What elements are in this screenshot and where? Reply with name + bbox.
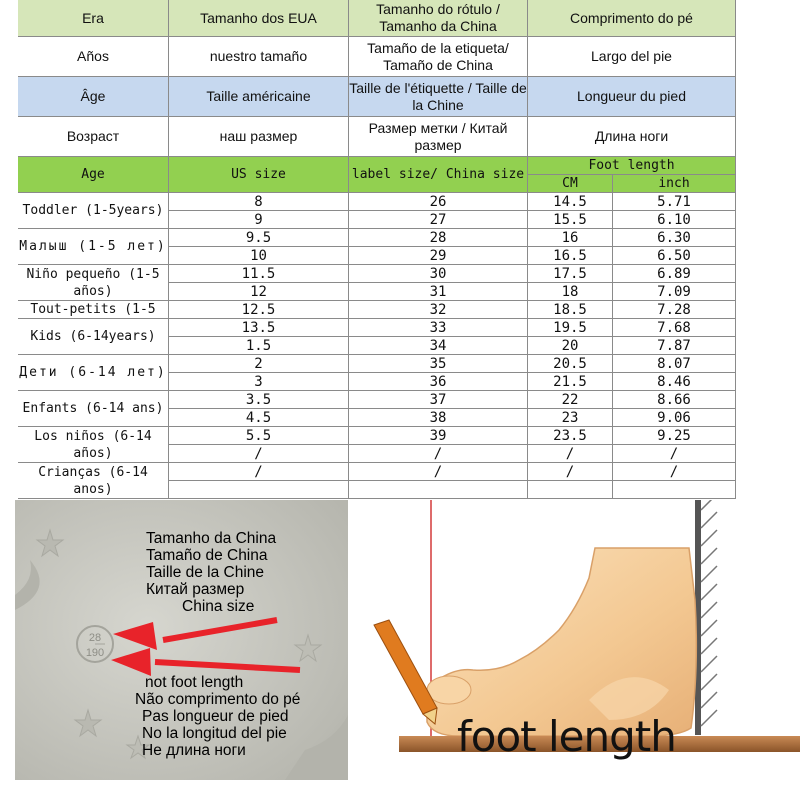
inch-cell: 7.09: [613, 283, 736, 301]
header-foot-length-ru: Длина ноги: [528, 117, 736, 157]
china-size-cell: 38: [349, 409, 528, 427]
age-group-cell: Малыш (1-5 лет): [18, 229, 169, 265]
header-age-fr: Âge: [18, 77, 169, 117]
stamp-bottom-number: 190: [85, 647, 105, 659]
stamp-top-number: 28: [88, 632, 102, 644]
us-size-cell: 11.5: [169, 265, 349, 283]
us-size-cell: 3: [169, 373, 349, 391]
china-size-cell: 29: [349, 247, 528, 265]
china-size-cell: 33: [349, 319, 528, 337]
header-us-size-ru: наш размер: [169, 117, 349, 157]
not-foot-length-text: [135, 674, 301, 759]
inch-cell: 7.68: [613, 319, 736, 337]
china-size-cell: 26: [349, 193, 528, 211]
age-group-cell: Дети (6-14 лет): [18, 355, 169, 391]
cm-cell: 16.5: [528, 247, 613, 265]
china-size-line-pt: Tamanho da China: [146, 530, 277, 547]
sole-photo-panel: [15, 500, 348, 780]
us-size-cell: 2: [169, 355, 349, 373]
us-size-cell: /: [169, 445, 349, 463]
china-size-line-es: Tamaño de China: [146, 547, 268, 564]
us-size-cell: [169, 481, 349, 499]
column-header-cm: CM: [528, 175, 613, 193]
us-size-cell: 9: [169, 211, 349, 229]
us-size-cell: 3.5: [169, 391, 349, 409]
china-size-text: [146, 530, 276, 615]
inch-cell: 9.06: [613, 409, 736, 427]
header-age-pt: Era: [18, 0, 169, 37]
cm-cell: 14.5: [528, 193, 613, 211]
china-size-line-fr: Taille de la Chine: [146, 564, 265, 581]
header-us-size-es: nuestro tamaño: [169, 37, 349, 77]
header-age-es: Años: [18, 37, 169, 77]
us-size-cell: 8: [169, 193, 349, 211]
cm-cell: 22: [528, 391, 613, 409]
us-size-cell: 10: [169, 247, 349, 265]
cm-cell: 18: [528, 283, 613, 301]
china-size-line-ru: Китай размер: [146, 581, 245, 598]
cm-cell: /: [528, 445, 613, 463]
us-size-cell: 9.5: [169, 229, 349, 247]
not-foot-length-line-en: not foot length: [145, 674, 244, 691]
cm-cell: 18.5: [528, 301, 613, 319]
us-size-cell: 12.5: [169, 301, 349, 319]
header-us-size-fr: Taille américaine: [169, 77, 349, 117]
us-size-cell: 4.5: [169, 409, 349, 427]
header-label-size-pt: Tamanho do rótulo / Tamanho da China: [349, 0, 528, 37]
cm-cell: 16: [528, 229, 613, 247]
bottom-margin: [0, 780, 349, 800]
header-label-size-fr: Taille de l'étiquette / Taille de la Chine: [349, 77, 528, 117]
column-header-age: Age: [18, 157, 169, 193]
header-label-size-ru: Размер метки / Китай размер: [349, 117, 528, 157]
cm-cell: 20: [528, 337, 613, 355]
foot-measure-panel: [349, 500, 800, 800]
china-size-line-en: China size: [182, 598, 255, 615]
not-foot-length-line-es: No la longitud del pie: [142, 725, 287, 742]
inch-cell: 6.89: [613, 265, 736, 283]
inch-cell: 8.46: [613, 373, 736, 391]
not-foot-length-line-ru: Не длина ноги: [142, 742, 246, 759]
not-foot-length-line-pt: Não comprimento do pé: [135, 691, 301, 708]
age-group-cell: Niño pequeño (1-5 años): [18, 265, 169, 301]
china-size-cell: /: [349, 445, 528, 463]
cm-cell: 23.5: [528, 427, 613, 445]
cm-cell: 19.5: [528, 319, 613, 337]
inch-cell: /: [613, 445, 736, 463]
header-age-ru: Возраст: [18, 117, 169, 157]
china-size-cell: 34: [349, 337, 528, 355]
cm-cell: 15.5: [528, 211, 613, 229]
header-label-size-es: Tamaño de la etiqueta/ Tamaño de China: [349, 37, 528, 77]
china-size-cell: 31: [349, 283, 528, 301]
pencil-icon: [374, 620, 437, 714]
us-size-cell: /: [169, 463, 349, 481]
inch-cell: 6.10: [613, 211, 736, 229]
inch-cell: 7.87: [613, 337, 736, 355]
not-foot-length-line-fr: Pas longueur de pied: [142, 708, 289, 725]
cm-cell: 17.5: [528, 265, 613, 283]
age-group-cell: Toddler (1-5years): [18, 193, 169, 229]
column-header-foot-length: Foot length: [528, 157, 736, 175]
inch-cell: 6.30: [613, 229, 736, 247]
cm-cell: /: [528, 463, 613, 481]
foot-shape: [426, 548, 697, 736]
inch-cell: 5.71: [613, 193, 736, 211]
cm-cell: 21.5: [528, 373, 613, 391]
china-size-cell: 27: [349, 211, 528, 229]
inch-cell: /: [613, 463, 736, 481]
china-size-cell: 32: [349, 301, 528, 319]
china-size-cell: /: [349, 463, 528, 481]
us-size-cell: 12: [169, 283, 349, 301]
column-header-us-size: US size: [169, 157, 349, 193]
china-size-cell: 30: [349, 265, 528, 283]
header-foot-length-fr: Longueur du pied: [528, 77, 736, 117]
inch-cell: [613, 481, 736, 499]
inch-cell: 6.50: [613, 247, 736, 265]
header-foot-length-pt: Comprimento do pé: [528, 0, 736, 37]
china-size-cell: 37: [349, 391, 528, 409]
us-size-cell: 5.5: [169, 427, 349, 445]
china-size-cell: 28: [349, 229, 528, 247]
china-size-cell: 35: [349, 355, 528, 373]
age-group-cell: Los niños (6-14 años): [18, 427, 169, 463]
inch-cell: 8.66: [613, 391, 736, 409]
inch-cell: 9.25: [613, 427, 736, 445]
china-size-cell: 39: [349, 427, 528, 445]
cm-cell: [528, 481, 613, 499]
age-group-cell: Enfants (6-14 ans): [18, 391, 169, 427]
us-size-cell: 1.5: [169, 337, 349, 355]
foot-length-label: foot length: [457, 712, 676, 761]
us-size-cell: 13.5: [169, 319, 349, 337]
china-size-cell: 36: [349, 373, 528, 391]
cm-cell: 23: [528, 409, 613, 427]
age-group-cell: Kids (6-14years): [18, 319, 169, 355]
header-us-size-pt: Tamanho dos EUA: [169, 0, 349, 37]
cm-cell: 20.5: [528, 355, 613, 373]
age-group-cell: Tout-petits (1-5: [18, 301, 169, 319]
inch-cell: 7.28: [613, 301, 736, 319]
column-header-inch: inch: [613, 175, 736, 193]
header-foot-length-es: Largo del pie: [528, 37, 736, 77]
china-size-cell: [349, 481, 528, 499]
column-header-label-size: label size/ China size: [349, 157, 528, 193]
inch-cell: 8.07: [613, 355, 736, 373]
age-group-cell: Crianças (6-14 anos): [18, 463, 169, 499]
wall-hatching: [701, 500, 717, 726]
